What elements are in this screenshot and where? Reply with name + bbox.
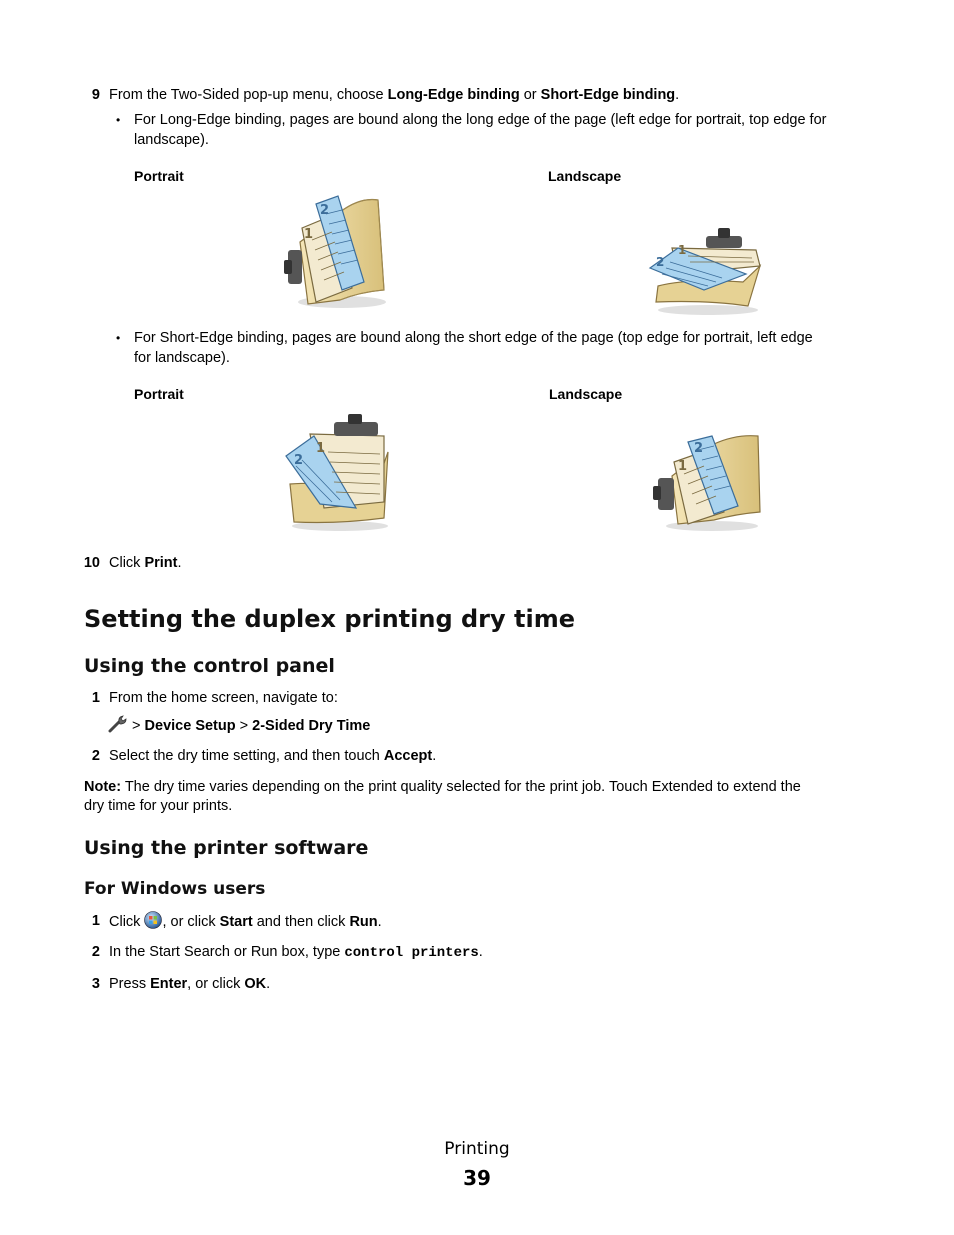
ps-step-1-text <box>109 911 382 932</box>
portrait-label: Portrait <box>134 386 184 402</box>
start-command: Start <box>219 914 253 930</box>
navigation-path <box>108 715 370 736</box>
bullet: • <box>116 331 121 345</box>
nav-2-sided-dry-time: 2-Sided Dry Time <box>252 718 371 734</box>
cp-step-2-pre: Select the dry time setting, and then touch <box>109 748 384 764</box>
ps-step-1-mid: , or click <box>162 914 220 930</box>
short-edge-text-line1: For Short-Edge binding, pages are bound along the short edge of the page (top edge for portrait, left edge <box>134 330 813 346</box>
step-9-post: . <box>675 87 680 103</box>
ps-step-2-post: . <box>478 944 483 960</box>
page-number: 39 <box>463 1166 491 1190</box>
nav-separator: > <box>235 718 253 734</box>
step-number: 3 <box>91 976 100 992</box>
step-number: 2 <box>91 944 100 960</box>
step-9-pre: From the Two-Sided pop-up menu, choose <box>109 87 388 103</box>
ps-step-2-text <box>109 942 483 963</box>
enter-key: Enter <box>150 976 188 992</box>
portrait-label: Portrait <box>134 168 184 184</box>
cp-step-1-text: From the home screen, navigate to: <box>109 690 338 706</box>
windows-start-orb-icon <box>144 911 162 929</box>
svg-text:1: 1 <box>316 441 326 456</box>
subsection-heading-printer-software: Using the printer software <box>84 837 369 859</box>
long-edge-portrait-book-icon <box>280 192 392 312</box>
ps-step-2-pre: In the Start Search or Run box, type <box>109 944 345 960</box>
landscape-label: Landscape <box>549 386 623 402</box>
step-10-post: . <box>177 555 182 571</box>
step-9-text <box>109 85 679 105</box>
step-number: 2 <box>91 748 100 764</box>
svg-text:2: 2 <box>320 203 330 218</box>
note-label: Note: <box>84 779 122 795</box>
step-10-pre: Click <box>109 555 145 571</box>
short-edge-option: Short-Edge binding <box>540 87 676 103</box>
nav-device-setup: Device Setup <box>144 718 236 734</box>
ps-step-3-mid: , or click <box>187 976 245 992</box>
cp-step-2-text <box>109 746 436 766</box>
ps-step-1-mid2: and then click <box>252 914 350 930</box>
short-edge-landscape-book-icon <box>650 432 764 534</box>
cp-step-2-post: . <box>432 748 437 764</box>
note-line2: dry time for your prints. <box>84 798 233 814</box>
subsection-heading-control-panel: Using the control panel <box>84 655 335 677</box>
section-heading: Setting the duplex printing dry time <box>84 605 575 633</box>
svg-text:2: 2 <box>656 255 665 269</box>
footer-section-name: Printing <box>444 1139 510 1159</box>
svg-text:2: 2 <box>694 441 704 456</box>
note-line1 <box>84 777 801 797</box>
ok-command: OK <box>244 976 267 992</box>
subsubsection-heading-windows: For Windows users <box>84 879 266 899</box>
short-edge-portrait-book-icon <box>280 412 394 534</box>
ps-step-3-text <box>109 974 270 994</box>
long-edge-text-line2: landscape). <box>134 132 209 148</box>
ps-step-1-post: . <box>377 914 382 930</box>
accept-command: Accept <box>383 748 433 764</box>
svg-text:2: 2 <box>294 453 304 468</box>
step-number: 1 <box>91 913 100 929</box>
note-text: The dry time varies depending on the print quality selected for the print job. Touch Extended to extend the <box>121 779 801 795</box>
ps-step-3-post: . <box>266 976 271 992</box>
short-edge-text-line2: for landscape). <box>134 350 230 366</box>
step-10-text <box>109 553 182 573</box>
long-edge-option: Long-Edge binding <box>387 87 520 103</box>
svg-text:1: 1 <box>304 227 314 242</box>
wrench-icon <box>108 715 128 733</box>
bullet: • <box>116 113 121 127</box>
step-number: 1 <box>91 690 100 706</box>
step-number: 9 <box>91 87 100 103</box>
nav-separator: > <box>128 718 145 734</box>
long-edge-landscape-book-icon <box>648 226 766 318</box>
command-code: control printers <box>344 945 479 961</box>
ps-step-3-pre: Press <box>109 976 151 992</box>
run-command: Run <box>349 914 378 930</box>
step-number: 10 <box>83 555 100 571</box>
svg-text:1: 1 <box>678 243 687 257</box>
print-command: Print <box>144 555 178 571</box>
landscape-label: Landscape <box>548 168 622 184</box>
step-9-mid: or <box>519 87 541 103</box>
svg-text:1: 1 <box>678 459 688 474</box>
ps-step-1-pre: Click <box>109 914 145 930</box>
long-edge-text-line1: For Long-Edge binding, pages are bound along the long edge of the page (left edge for portrait, top edge for <box>134 112 827 128</box>
